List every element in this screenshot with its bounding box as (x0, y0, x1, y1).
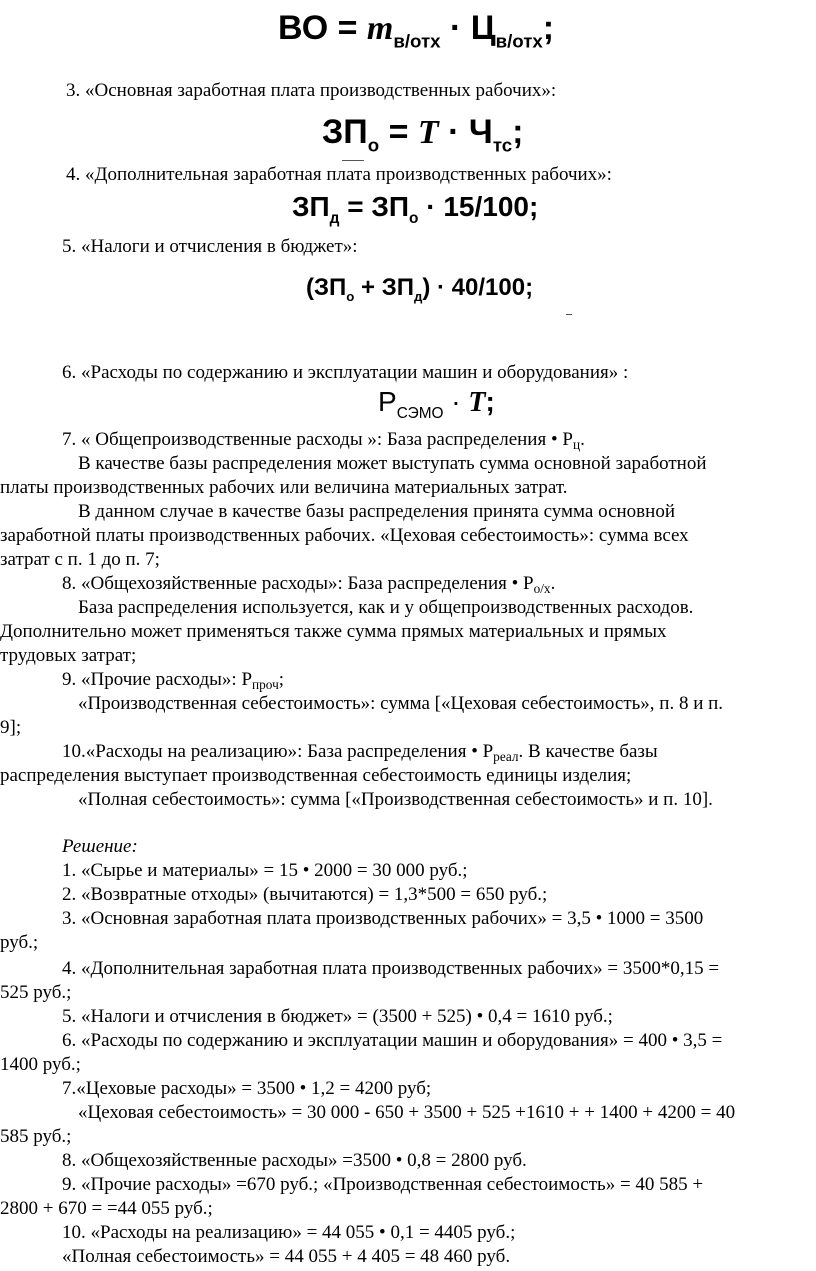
item-10-heading (62, 741, 658, 768)
solution-line: «Цеховая себестоимость» = 30 000 - 650 + 3500 + 525 +1610 + + 1400 + 4200 = 40 (78, 1102, 736, 1123)
text-subscript: реал (493, 748, 519, 764)
solution-line: «Полная себестоимость» = 44 055 + 4 405 = 48 460 руб. (62, 1246, 511, 1267)
item-5-heading: 5. «Налоги и отчисления в бюджет»: (62, 236, 358, 257)
formula-subscript: о (346, 288, 355, 304)
text-subscript: ц (572, 436, 581, 452)
formula-equipment-costs (378, 385, 495, 431)
item-8-heading (62, 573, 555, 600)
solution-line: 7.«Цеховые расходы» = 3500 • 1,2 = 4200 руб; (62, 1078, 432, 1099)
solution-title: Решение: (62, 836, 138, 857)
text-run: . (580, 429, 585, 450)
formula-term: Р (378, 386, 397, 417)
solution-line: 5. «Налоги и отчисления в бюджет» = (3500 + 525) • 0,4 = 1610 руб.; (62, 1006, 613, 1027)
solution-line: руб.; (0, 932, 39, 953)
paragraph-line: База распределения используется, как и у общепроизводственных расходов. (78, 597, 694, 618)
formula-term: ВО (278, 9, 329, 47)
text-run: 9. «Прочие расходы»: Р (62, 669, 253, 690)
item-6-heading: 6. «Расходы по содержанию и эксплуатации машин и оборудования» : (62, 362, 629, 383)
formula-extra-wage (292, 190, 538, 236)
formula-operator: = (379, 113, 418, 151)
formula-subscript: о (367, 134, 380, 156)
solution-line: 6. «Расходы по содержанию и эксплуатации машин и оборудования» = 400 • 3,5 = (62, 1030, 723, 1051)
text-run: 7. « Общепроизводственные расходы »: База распределения • Р (62, 429, 573, 450)
text-subscript: о/х (533, 580, 551, 596)
formula-term: ЗП (322, 113, 368, 151)
formula-operator: ; (512, 113, 524, 151)
formula-operator: · (443, 386, 469, 417)
text-run: . (550, 573, 556, 594)
paragraph-line: В качестве базы распределения может выступать сумма основной заработной (78, 453, 707, 474)
formula-subscript: о (409, 209, 419, 227)
item-9-heading (62, 669, 284, 696)
item-4-heading: 4. «Дополнительная заработная плата производственных рабочих»: (66, 164, 612, 185)
solution-line: 10. «Расходы на реализацию» = 44 055 • 0,1 = 4405 руб.; (62, 1222, 516, 1243)
formula-term: T (417, 114, 439, 151)
formula-term: Ц (470, 9, 496, 47)
text-run: ; (278, 669, 285, 690)
formula-operator: ; (485, 386, 495, 417)
formula-operator: = (328, 9, 367, 47)
formula-subscript: тс (492, 134, 513, 156)
solution-line: 4. «Дополнительная заработная плата производственных рабочих» = 3500*0,15 = (62, 958, 720, 979)
paragraph-line: Дополнительно может применяться также сумма прямых материальных и прямых (0, 621, 667, 642)
formula-taxes (306, 273, 533, 312)
formula-term: ЗП (371, 191, 410, 222)
paragraph-line: «Производственная себестоимость»: сумма [«Цеховая себестоимость», п. 8 и п. (78, 693, 724, 714)
solution-line: 2800 + 670 = =44 055 руб.; (0, 1198, 213, 1219)
formula-term: Ч (468, 113, 493, 151)
text-run: . В качестве базы (518, 741, 658, 762)
formula-term: (ЗП (306, 274, 347, 301)
text-run: 10.«Расходы на реализацию»: База распределения • Р (62, 741, 494, 762)
formula-term: T (468, 387, 486, 418)
formula-base-wage (322, 112, 523, 165)
formula-term: m (366, 10, 394, 47)
formula-waste-value (278, 8, 554, 61)
formula-term: + ЗП (354, 274, 414, 301)
solution-line: 525 руб.; (0, 982, 72, 1003)
formula-term: ) · 40/100; (422, 274, 534, 301)
solution-line: 1. «Сырье и материалы» = 15 • 2000 = 30 000 руб.; (62, 860, 468, 881)
paragraph-line: трудовых затрат; (0, 645, 137, 666)
item-7-heading (62, 429, 585, 456)
formula-operator: · (438, 113, 469, 151)
scan-artifact (342, 160, 364, 161)
paragraph-line: В данном случае в качестве базы распределения принята сумма основной (78, 501, 675, 522)
paragraph-line: распределения выступает производственная себестоимость единицы изделия; (0, 765, 632, 786)
formula-subscript: СЭМО (396, 404, 444, 422)
paragraph-line: заработной платы производственных рабочих. «Цеховая себестоимость»: сумма всех (0, 525, 689, 546)
text-run: 8. «Общехозяйственные расходы»: База распределения • Р (62, 573, 534, 594)
solution-line: 8. «Общехозяйственные расходы» =3500 • 0,8 = 2800 руб. (62, 1150, 527, 1171)
formula-operator: · (440, 9, 471, 47)
solution-line: 9. «Прочие расходы» =670 руб.; «Производственная себестоимость» = 40 585 + (62, 1174, 704, 1195)
formula-subscript: в/отх (393, 30, 441, 52)
item-3-heading: 3. «Основная заработная плата производственных рабочих»: (66, 80, 557, 101)
formula-subscript: д (413, 288, 423, 304)
formula-term: · 15/100; (418, 191, 539, 222)
paragraph-line: платы производственных рабочих или величина материальных затрат. (0, 477, 568, 498)
text-subscript: проч (252, 676, 279, 692)
solution-line: 1400 руб.; (0, 1054, 81, 1075)
formula-subscript: д (329, 209, 340, 227)
scan-artifact (566, 314, 572, 315)
paragraph-line: затрат с п. 1 до п. 7; (0, 549, 160, 570)
solution-line: 2. «Возвратные отходы» (вычитаются) = 1,3*500 = 650 руб.; (62, 884, 548, 905)
paragraph-line: «Полная себестоимость»: сумма [«Производственная себестоимость» и п. 10]. (78, 789, 713, 810)
solution-line: 585 руб.; (0, 1126, 72, 1147)
paragraph-line: 9]; (0, 717, 22, 738)
formula-operator: = (339, 191, 372, 222)
formula-term: ЗП (292, 191, 330, 222)
formula-operator: ; (542, 9, 555, 47)
solution-line: 3. «Основная заработная плата производственных рабочих» = 3,5 • 1000 = 3500 (62, 908, 704, 929)
formula-subscript: в/отх (495, 30, 543, 52)
